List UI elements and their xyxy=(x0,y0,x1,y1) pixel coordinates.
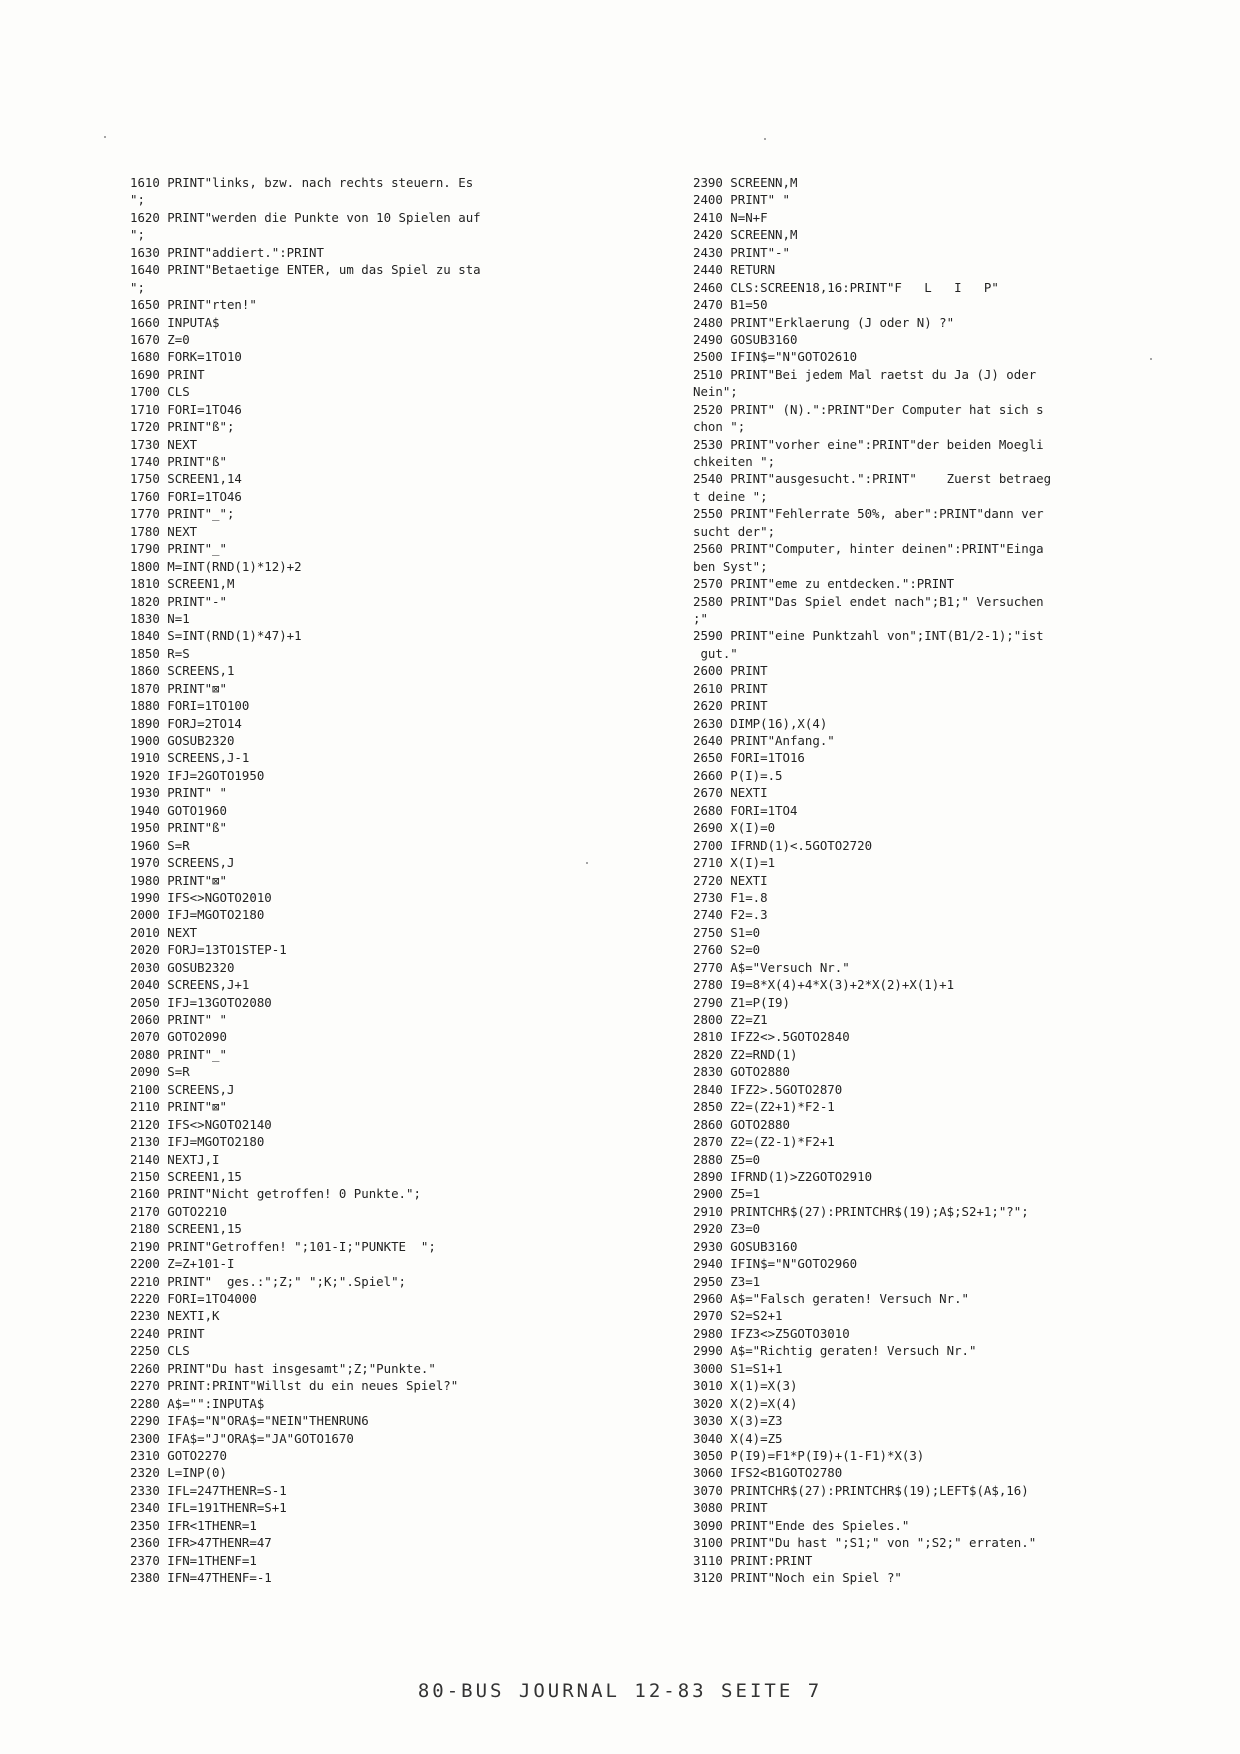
code-line: 2200 Z=Z+101-I xyxy=(130,1256,235,1272)
code-line: 2090 S=R xyxy=(130,1064,190,1080)
page-footer: 80-BUS JOURNAL 12-83 SEITE 7 xyxy=(417,1680,823,1702)
code-line: 2940 IFIN$="N"GOTO2960 xyxy=(693,1256,858,1272)
code-line: 1720 PRINT"ß"; xyxy=(130,419,235,435)
code-line: 2730 F1=.8 xyxy=(693,889,768,905)
code-line: 1820 PRINT"-" xyxy=(130,593,227,609)
code-line: 2160 PRINT"Nicht getroffen! 0 Punkte."; xyxy=(130,1186,421,1202)
code-line: sucht der"; xyxy=(693,523,776,539)
code-line: 2220 FORI=1TO4000 xyxy=(130,1291,257,1306)
code-line: ben Syst"; xyxy=(693,558,768,574)
code-line: 2470 B1=50 xyxy=(693,297,768,313)
code-line: 2870 Z2=(Z2-1)*F2+1 xyxy=(693,1134,835,1150)
code-line: 3070 PRINTCHR$(27):PRINTCHR$(19);LEFT$(A$,16) xyxy=(693,1482,1029,1498)
code-line: 2830 GOTO2880 xyxy=(693,1064,790,1080)
code-line: 1710 FORI=1TO46 xyxy=(130,401,242,417)
left-code-column xyxy=(130,174,570,1586)
code-line: 1950 PRINT"ß" xyxy=(130,820,227,836)
code-line: 2850 Z2=(Z2+1)*F2-1 xyxy=(693,1099,835,1115)
code-line: 2440 RETURN xyxy=(693,262,776,278)
code-line: 2520 PRINT" (N).":PRINT"Der Computer hat sich s xyxy=(693,401,1044,417)
code-line: 2100 SCREENS,J xyxy=(130,1081,235,1097)
code-line: 2370 IFN=1THENF=1 xyxy=(130,1552,257,1568)
code-line: 3050 P(I9)=F1*P(I9)+(1-F1)*X(3) xyxy=(693,1447,925,1463)
code-line: 2020 FORJ=13TO1STEP-1 xyxy=(130,942,287,958)
code-line: 2250 CLS xyxy=(130,1343,190,1359)
code-line: gut." xyxy=(693,645,738,661)
code-line: 2600 PRINT xyxy=(693,663,768,679)
code-line: 2190 PRINT"Getroffen! ";101-I;"PUNKTE "; xyxy=(130,1238,436,1254)
code-line: 2980 IFZ3<>Z5GOTO3010 xyxy=(693,1325,850,1341)
code-line: 2590 PRINT"eine Punktzahl von";INT(B1/2-1);"ist xyxy=(693,628,1044,644)
code-line: 2710 X(I)=1 xyxy=(693,855,776,871)
code-line: 3080 PRINT xyxy=(693,1500,768,1516)
code-line: 1620 PRINT"werden die Punkte von 10 Spielen auf xyxy=(130,209,481,225)
code-line: 2260 PRINT"Du hast insgesamt";Z;"Punkte." xyxy=(130,1360,436,1376)
code-line: 2790 Z1=P(I9) xyxy=(693,994,790,1010)
code-line: 2460 CLS:SCREEN18,16:PRINT"F L I P" xyxy=(693,279,999,295)
code-line: 2750 S1=0 xyxy=(693,924,761,940)
code-line: 1640 PRINT"Betaetige ENTER, um das Spiel zu sta xyxy=(130,262,481,278)
code-line: 2050 IFJ=13GOTO2080 xyxy=(130,994,272,1010)
code-line: 2860 GOTO2880 xyxy=(693,1116,790,1132)
code-line: 2130 IFJ=MGOTO2180 xyxy=(130,1134,265,1150)
code-line: 2320 L=INP(0) xyxy=(130,1465,227,1481)
code-line: 1990 IFS<>NGOTO2010 xyxy=(130,889,272,905)
code-line: 2880 Z5=0 xyxy=(693,1151,761,1167)
code-line: 2910 PRINTCHR$(27):PRINTCHR$(19);A$;S2+1;"?"; xyxy=(693,1203,1029,1219)
code-line: 2030 GOSUB2320 xyxy=(130,959,235,975)
code-line: 1730 NEXT xyxy=(130,436,198,452)
code-line: 2230 NEXTI,K xyxy=(130,1308,220,1324)
code-line: 3030 X(3)=Z3 xyxy=(693,1413,783,1429)
code-line: 2530 PRINT"vorher eine":PRINT"der beiden Moegli xyxy=(693,436,1044,452)
code-line: 1910 SCREENS,J-1 xyxy=(130,750,250,766)
code-line: 2580 PRINT"Das Spiel endet nach";B1;" Versuchen xyxy=(693,593,1044,609)
code-line: 1970 SCREENS,J xyxy=(130,855,235,871)
code-line: 3040 X(4)=Z5 xyxy=(693,1430,783,1446)
code-line: 1830 N=1 xyxy=(130,610,190,626)
scan-speck xyxy=(104,136,106,138)
code-line: 2660 P(I)=.5 xyxy=(693,767,783,783)
code-line: 1840 S=INT(RND(1)*47)+1 xyxy=(130,628,302,644)
scan-speck xyxy=(764,138,766,140)
code-line: 1650 PRINT"rten!" xyxy=(130,297,257,313)
code-line: 2150 SCREEN1,15 xyxy=(130,1168,242,1184)
code-line: chkeiten "; xyxy=(693,454,776,469)
code-line: 2060 PRINT" " xyxy=(130,1012,227,1027)
code-line: 2240 PRINT xyxy=(130,1325,205,1341)
code-line: 2280 A$="":INPUTA$ xyxy=(130,1395,265,1411)
code-line: 2740 F2=.3 xyxy=(693,907,768,923)
code-line: 2290 IFA$="N"ORA$="NEIN"THENRUN6 xyxy=(130,1413,369,1429)
code-line: 2950 Z3=1 xyxy=(693,1273,761,1289)
code-line: 2820 Z2=RND(1) xyxy=(693,1046,798,1062)
code-line: 2170 GOTO2210 xyxy=(130,1203,227,1219)
code-line: 2690 X(I)=0 xyxy=(693,820,776,836)
code-line: Nein"; xyxy=(693,384,738,400)
code-line: 2110 PRINT"⊠" xyxy=(130,1099,227,1115)
code-line: 2360 IFR>47THENR=47 xyxy=(130,1535,272,1551)
code-line: 2420 SCREENN,M xyxy=(693,227,798,243)
code-line: 1860 SCREENS,1 xyxy=(130,663,235,679)
code-line: 1870 PRINT"⊠" xyxy=(130,680,227,696)
code-line: 2700 IFRND(1)<.5GOTO2720 xyxy=(693,837,873,853)
code-line: 1740 PRINT"ß" xyxy=(130,454,227,469)
code-line: 2780 I9=8*X(4)+4*X(3)+2*X(2)+X(1)+1 xyxy=(693,977,955,993)
code-line: 2550 PRINT"Fehlerrate 50%, aber":PRINT"dann ver xyxy=(693,506,1044,522)
code-line: 1690 PRINT xyxy=(130,366,205,382)
code-line: 2010 NEXT xyxy=(130,924,198,940)
code-line: 1850 R=S xyxy=(130,645,190,661)
code-line: 3000 S1=S1+1 xyxy=(693,1360,783,1376)
code-line: 2120 IFS<>NGOTO2140 xyxy=(130,1116,272,1132)
code-line: 1960 S=R xyxy=(130,837,190,853)
code-line: 2300 IFA$="J"ORA$="JA"GOTO1670 xyxy=(130,1430,354,1446)
code-line: 3010 X(1)=X(3) xyxy=(693,1378,798,1394)
code-line: 2310 GOTO2270 xyxy=(130,1447,227,1463)
code-line: 2720 NEXTI xyxy=(693,872,768,888)
code-line: 2350 IFR<1THENR=1 xyxy=(130,1517,257,1533)
code-line: 2650 FORI=1TO16 xyxy=(693,750,805,766)
scan-speck xyxy=(1150,358,1152,360)
code-line: 2540 PRINT"ausgesucht.":PRINT" Zuerst betraeg xyxy=(693,471,1052,487)
code-line: 2390 SCREENN,M xyxy=(693,175,798,190)
code-line: 3090 PRINT"Ende des Spieles." xyxy=(693,1517,910,1533)
code-line: 3060 IFS2<B1GOTO2780 xyxy=(693,1465,843,1481)
code-line: 2810 IFZ2<>.5GOTO2840 xyxy=(693,1029,850,1045)
code-line: 1770 PRINT"_"; xyxy=(130,506,235,522)
code-line: 1980 PRINT"⊠" xyxy=(130,872,227,888)
code-line: 1920 IFJ=2GOTO1950 xyxy=(130,767,265,783)
code-line: "; xyxy=(130,227,145,243)
code-line: 2970 S2=S2+1 xyxy=(693,1308,783,1324)
code-line: 1630 PRINT"addiert.":PRINT xyxy=(130,244,324,260)
code-line: 3020 X(2)=X(4) xyxy=(693,1395,798,1411)
code-line: 1780 NEXT xyxy=(130,523,198,539)
code-line: 1680 FORK=1TO10 xyxy=(130,349,242,365)
code-line: 2490 GOSUB3160 xyxy=(693,331,798,347)
code-line: 1660 INPUTA$ xyxy=(130,314,220,330)
code-line: 2410 N=N+F xyxy=(693,209,768,225)
code-line: 3100 PRINT"Du hast ";S1;" von ";S2;" erraten." xyxy=(693,1535,1037,1551)
code-line: 2890 IFRND(1)>Z2GOTO2910 xyxy=(693,1168,873,1184)
right-code-column xyxy=(693,174,1123,1586)
code-line: 2560 PRINT"Computer, hinter deinen":PRINT"Einga xyxy=(693,541,1044,557)
code-line: 1670 Z=0 xyxy=(130,331,190,347)
code-line: chon "; xyxy=(693,419,746,435)
code-line: 2510 PRINT"Bei jedem Mal raetst du Ja (J) oder xyxy=(693,366,1037,382)
code-line: 2180 SCREEN1,15 xyxy=(130,1221,242,1237)
code-line: 2900 Z5=1 xyxy=(693,1186,761,1202)
code-line: "; xyxy=(130,279,145,295)
code-line: 2630 DIMP(16),X(4) xyxy=(693,715,828,731)
scan-speck xyxy=(586,862,588,864)
code-line: 2000 IFJ=MGOTO2180 xyxy=(130,907,265,923)
code-line: 3110 PRINT:PRINT xyxy=(693,1552,813,1568)
code-line: 2570 PRINT"eme zu entdecken.":PRINT xyxy=(693,576,955,592)
code-line: 2430 PRINT"-" xyxy=(693,244,790,260)
code-line: 2480 PRINT"Erklaerung (J oder N) ?" xyxy=(693,314,955,330)
code-line: 2960 A$="Falsch geraten! Versuch Nr." xyxy=(693,1291,970,1306)
code-line: 1930 PRINT" " xyxy=(130,785,227,801)
code-line: 2620 PRINT xyxy=(693,698,768,714)
code-line: 2760 S2=0 xyxy=(693,942,761,958)
code-line: 2670 NEXTI xyxy=(693,785,768,801)
code-line: 2800 Z2=Z1 xyxy=(693,1012,768,1027)
code-line: 2640 PRINT"Anfang." xyxy=(693,733,835,748)
code-line: 2500 IFIN$="N"GOTO2610 xyxy=(693,349,858,365)
code-line: ;" xyxy=(693,610,708,626)
code-line: 2400 PRINT" " xyxy=(693,192,790,208)
code-line: 2380 IFN=47THENF=-1 xyxy=(130,1570,272,1585)
code-line: 1800 M=INT(RND(1)*12)+2 xyxy=(130,558,302,574)
code-line: 1750 SCREEN1,14 xyxy=(130,471,242,487)
code-line: 3120 PRINT"Noch ein Spiel ?" xyxy=(693,1570,902,1585)
code-line: 1940 GOTO1960 xyxy=(130,802,227,818)
code-line: 1790 PRINT"_" xyxy=(130,541,227,557)
code-line: 2680 FORI=1TO4 xyxy=(693,802,798,818)
code-line: 2080 PRINT"_" xyxy=(130,1046,227,1062)
code-line: 2270 PRINT:PRINT"Willst du ein neues Spiel?" xyxy=(130,1378,459,1394)
code-line: 2340 IFL=191THENR=S+1 xyxy=(130,1500,287,1516)
code-line: 1810 SCREEN1,M xyxy=(130,576,235,592)
code-line: 2070 GOTO2090 xyxy=(130,1029,227,1045)
code-line: 1700 CLS xyxy=(130,384,190,400)
code-line: 2840 IFZ2>.5GOTO2870 xyxy=(693,1081,843,1097)
code-line: 2330 IFL=247THENR=S-1 xyxy=(130,1482,287,1498)
code-line: t deine "; xyxy=(693,488,768,504)
code-line: 2770 A$="Versuch Nr." xyxy=(693,959,850,975)
code-line: 2040 SCREENS,J+1 xyxy=(130,977,250,993)
code-line: 1900 GOSUB2320 xyxy=(130,733,235,748)
code-line: 2140 NEXTJ,I xyxy=(130,1151,220,1167)
code-line: 2920 Z3=0 xyxy=(693,1221,761,1237)
code-line: 2990 A$="Richtig geraten! Versuch Nr." xyxy=(693,1343,977,1359)
code-line: 1880 FORI=1TO100 xyxy=(130,698,250,714)
code-line: "; xyxy=(130,192,145,208)
code-line: 1610 PRINT"links, bzw. nach rechts steuern. Es xyxy=(130,175,474,190)
code-line: 2930 GOSUB3160 xyxy=(693,1238,798,1254)
code-line: 2610 PRINT xyxy=(693,680,768,696)
code-line: 1890 FORJ=2TO14 xyxy=(130,715,242,731)
code-line: 1760 FORI=1TO46 xyxy=(130,488,242,504)
code-line: 2210 PRINT" ges.:";Z;" ";K;".Spiel"; xyxy=(130,1273,407,1289)
